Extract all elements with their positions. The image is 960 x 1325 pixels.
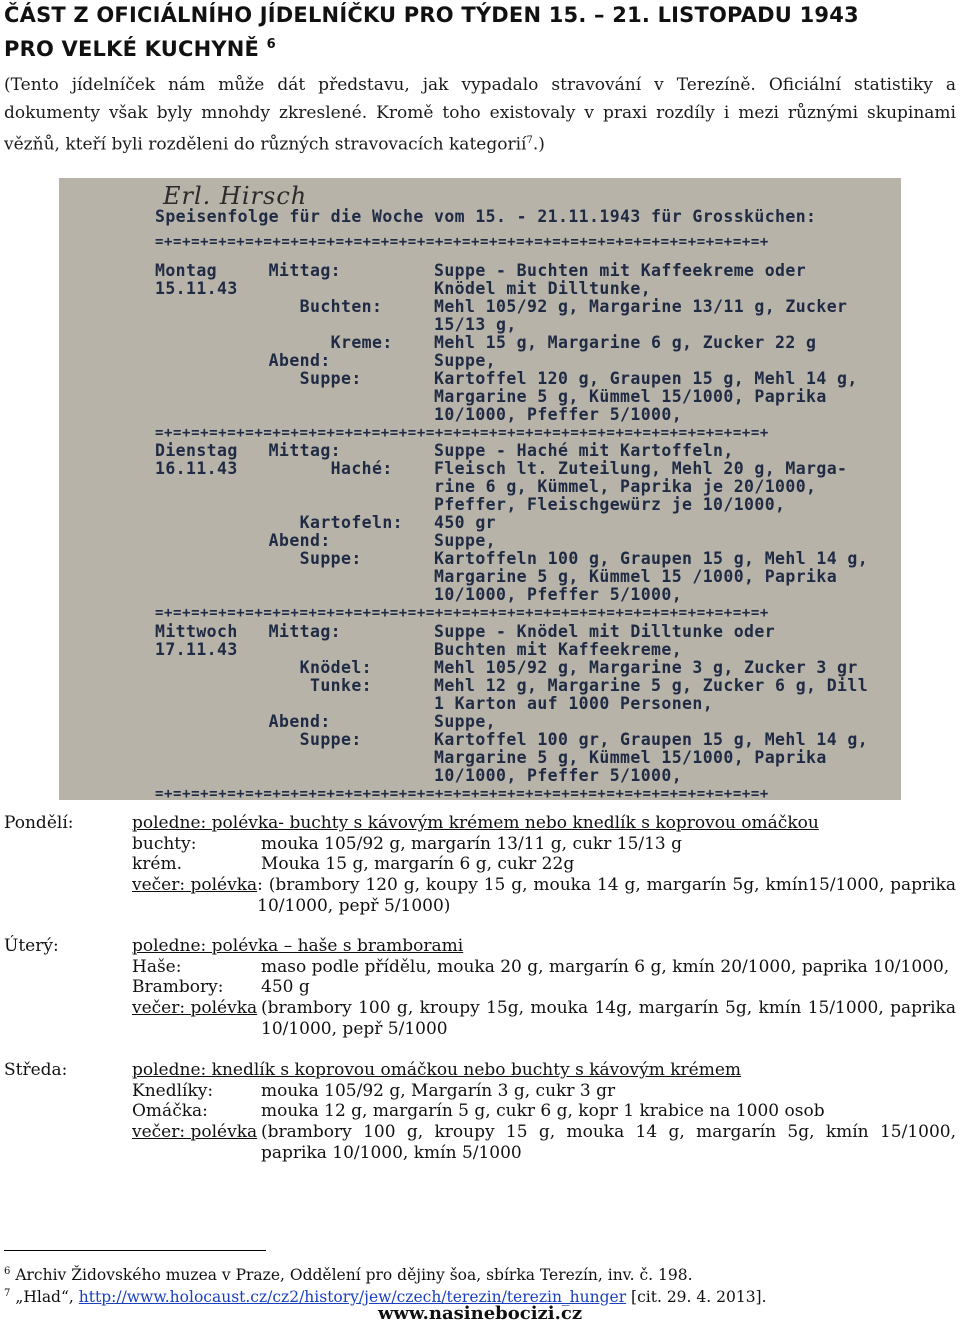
day-label: Úterý: bbox=[4, 936, 59, 956]
menu-row-label: poledne: polévka- buchty s kávovým krémem nebo knedlík s koprovou omáčkou bbox=[132, 813, 819, 833]
menu-row-value: : (brambory 120 g, koupy 15 g, mouka 14 g, margarín 5g, kmín15/1000, paprika 10/1000, pepř 5/1000) bbox=[257, 875, 956, 916]
title-line-2 bbox=[4, 30, 954, 64]
scan-text-line: 17.11.43 Buchten mit Kaffeekreme, bbox=[155, 640, 683, 659]
intro-end: .) bbox=[532, 134, 545, 155]
scan-text-line: Abend: Suppe, bbox=[155, 712, 497, 731]
menu-row bbox=[132, 854, 956, 875]
footnote-rule bbox=[4, 1250, 266, 1251]
site-footer[interactable]: www.nasinebocizi.cz bbox=[377, 1303, 583, 1324]
footnote-7-pre: „Hlad“, bbox=[15, 1288, 79, 1307]
scan-text-line: Margarine 5 g, Kümmel 15/1000, Paprika bbox=[155, 387, 827, 406]
footnote-7-number: 7 bbox=[4, 1288, 11, 1299]
title-line-2-text: PRO VELKÉ KUCHYNĚ bbox=[4, 37, 260, 61]
menu-row-label: večer: polévka bbox=[132, 875, 258, 896]
scan-separator-line: =+=+=+=+=+=+=+=+=+=+=+=+=+=+=+=+=+=+=+=+=+=+=+=+=+=+=+=+=+=+=+=+=+=+ bbox=[155, 786, 769, 800]
footnote-6-text: Archiv Židovského muzea v Praze, Oddělení pro dějiny šoa, sbírka Terezín, inv. č. 198. bbox=[15, 1266, 693, 1285]
scan-text-line: Pfeffer, Fleischgewürz je 10/1000, bbox=[155, 495, 786, 514]
menu-row-label: Brambory: bbox=[132, 977, 224, 998]
scan-text-line: Speisenfolge für die Woche vom 15. - 21.11.1943 für Grossküchen: bbox=[155, 207, 817, 226]
menu-row-label: poledne: polévka – haše s bramborami bbox=[132, 936, 464, 956]
menu-row-label: poledne: knedlík s koprovou omáčkou nebo buchty s kávovým krémem bbox=[132, 1060, 742, 1080]
scan-text-line: Kreme: Mehl 15 g, Margarine 6 g, Zucker 22 g bbox=[155, 333, 817, 352]
footnote-6-number: 6 bbox=[4, 1266, 11, 1277]
scan-text-line: Dienstag Mittag: Suppe - Haché mit Kartoffeln, bbox=[155, 441, 734, 460]
scan-text-line: 1 Karton auf 1000 Personen, bbox=[155, 694, 714, 713]
menu-row-label: večer: polévka bbox=[132, 1122, 258, 1143]
day-label: Středa: bbox=[4, 1060, 68, 1080]
menu-row-label: Knedlíky: bbox=[132, 1080, 214, 1101]
intro-footnote-ref[interactable]: 7 bbox=[526, 135, 533, 146]
menu-row-label: Omáčka: bbox=[132, 1101, 208, 1122]
menu-row bbox=[132, 957, 956, 978]
menu-row-value: (brambory 100 g, kroupy 15 g, mouka 14 g, margarín 5g, kmín 15/1000, paprika 10/1000, kmín 5/1000 bbox=[261, 1122, 956, 1163]
scan-text-line: Mittwoch Mittag: Suppe - Knödel mit Dilltunke oder bbox=[155, 622, 776, 641]
scan-separator-line: =+=+=+=+=+=+=+=+=+=+=+=+=+=+=+=+=+=+=+=+=+=+=+=+=+=+=+=+=+=+=+=+=+=+ bbox=[155, 425, 769, 441]
menu-row bbox=[132, 875, 956, 916]
scan-text-line: 10/1000, Pfeffer 5/1000, bbox=[155, 766, 683, 785]
menu-row bbox=[132, 977, 956, 998]
scanned-menu-document bbox=[59, 178, 901, 800]
menu-row-value: mouka 105/92 g, margarín 13/11 g, cukr 15/13 g bbox=[261, 833, 683, 854]
menu-row-value: mouka 105/92 g, Margarín 3 g, cukr 3 gr bbox=[261, 1080, 616, 1101]
scan-text-line: Margarine 5 g, Kümmel 15/1000, Paprika bbox=[155, 748, 827, 767]
day-menu-block bbox=[132, 813, 956, 917]
scan-text-line: Knödel: Mehl 105/92 g, Margarine 3 g, Zucker 3 gr bbox=[155, 658, 858, 677]
scan-text-line: 10/1000, Pfeffer 5/1000, bbox=[155, 405, 683, 424]
scan-text-line: Buchten: Mehl 105/92 g, Margarine 13/11 g, Zucker bbox=[155, 297, 848, 316]
title-footnote-ref[interactable]: 6 bbox=[266, 37, 276, 52]
intro-paragraph bbox=[4, 71, 956, 159]
footnote-7-post: [cit. 29. 4. 2013]. bbox=[626, 1288, 767, 1307]
scan-text-line: 15.11.43 Knödel mit Dilltunke, bbox=[155, 279, 652, 298]
intro-text: (Tento jídelníček nám může dát představu, jak vypadalo stravování v Terezíně. Oficiální statistiky a dokumenty však byly mnohdy zkreslené. Kromě toho existovaly v praxi rozdíly i mezi různými skupinami vězňů, kteří byli rozděleni do různých stravovacích kategorií bbox=[4, 75, 956, 155]
menu-row-label: buchty: bbox=[132, 833, 197, 854]
scan-text-line: Suppe: Kartoffeln 100 g, Graupen 15 g, Mehl 14 g, bbox=[155, 549, 869, 568]
menu-row-label: Haše: bbox=[132, 956, 182, 977]
day-menu-block bbox=[132, 1060, 956, 1164]
menu-row-value: mouka 12 g, margarín 5 g, cukr 6 g, kopr 1 krabice na 1000 osob bbox=[261, 1101, 825, 1122]
menu-row bbox=[132, 936, 956, 957]
handwritten-signature: Erl. Hirsch bbox=[163, 182, 308, 210]
menu-row bbox=[132, 834, 956, 855]
scan-text-line: 16.11.43 Haché: Fleisch lt. Zuteilung, Mehl 20 g, Marga- bbox=[155, 459, 848, 478]
scan-text-line: rine 6 g, Kümmel, Paprika je 20/1000, bbox=[155, 477, 817, 496]
scan-text-line: 15/13 g, bbox=[155, 315, 517, 334]
menu-row bbox=[132, 1060, 956, 1081]
menu-row-value: maso podle přídělu, mouka 20 g, margarín 6 g, kmín 20/1000, paprika 10/1000, bbox=[261, 956, 950, 977]
menu-row bbox=[132, 813, 956, 834]
day-menu-block bbox=[132, 936, 956, 1040]
scan-text-line: Margarine 5 g, Kümmel 15 /1000, Paprika bbox=[155, 567, 838, 586]
scan-text-line: Suppe: Kartoffel 100 gr, Graupen 15 g, Mehl 14 g, bbox=[155, 730, 869, 749]
scan-text-line: Kartofeln: 450 gr bbox=[155, 513, 497, 532]
scan-text-line: Abend: Suppe, bbox=[155, 351, 497, 370]
scan-text-line: 10/1000, Pfeffer 5/1000, bbox=[155, 585, 683, 604]
menu-row-label: krém. bbox=[132, 854, 183, 875]
footnote-6 bbox=[4, 1262, 693, 1285]
scan-text-line: Tunke: Mehl 12 g, Margarine 5 g, Zucker 6 g, Dill bbox=[155, 676, 869, 695]
holocaust-link[interactable]: http://www.holocaust.cz/cz2/history/jew/czech/terezin/terezin_hunger bbox=[78, 1288, 627, 1307]
scan-separator-line: =+=+=+=+=+=+=+=+=+=+=+=+=+=+=+=+=+=+=+=+=+=+=+=+=+=+=+=+=+=+=+=+=+=+ bbox=[155, 234, 769, 250]
page-title bbox=[4, 0, 954, 64]
menu-row bbox=[132, 1081, 956, 1102]
menu-row-value: Mouka 15 g, margarín 6 g, cukr 22g bbox=[261, 854, 575, 875]
menu-row bbox=[132, 998, 956, 1039]
scan-separator-line: =+=+=+=+=+=+=+=+=+=+=+=+=+=+=+=+=+=+=+=+=+=+=+=+=+=+=+=+=+=+=+=+=+=+ bbox=[155, 605, 769, 621]
menu-row bbox=[132, 1122, 956, 1163]
day-label: Pondělí: bbox=[4, 813, 74, 833]
menu-row-value: (brambory 100 g, kroupy 15g, mouka 14g, margarín 5g, kmín 15/1000, paprika 10/1000, pepř 5/1000 bbox=[261, 998, 956, 1039]
menu-row-value: 450 g bbox=[261, 977, 310, 998]
scan-text-line: Suppe: Kartoffel 120 g, Graupen 15 g, Mehl 14 g, bbox=[155, 369, 858, 388]
menu-row-label: večer: polévka bbox=[132, 998, 258, 1019]
scan-text-line: Abend: Suppe, bbox=[155, 531, 497, 550]
title-line-1: ČÁST Z OFICIÁLNÍHO JÍDELNÍČKU PRO TÝDEN 15. – 21. LISTOPADU 1943 bbox=[4, 3, 859, 27]
scan-text-line: Montag Mittag: Suppe - Buchten mit Kaffeekreme oder bbox=[155, 261, 807, 280]
menu-row bbox=[132, 1101, 956, 1122]
